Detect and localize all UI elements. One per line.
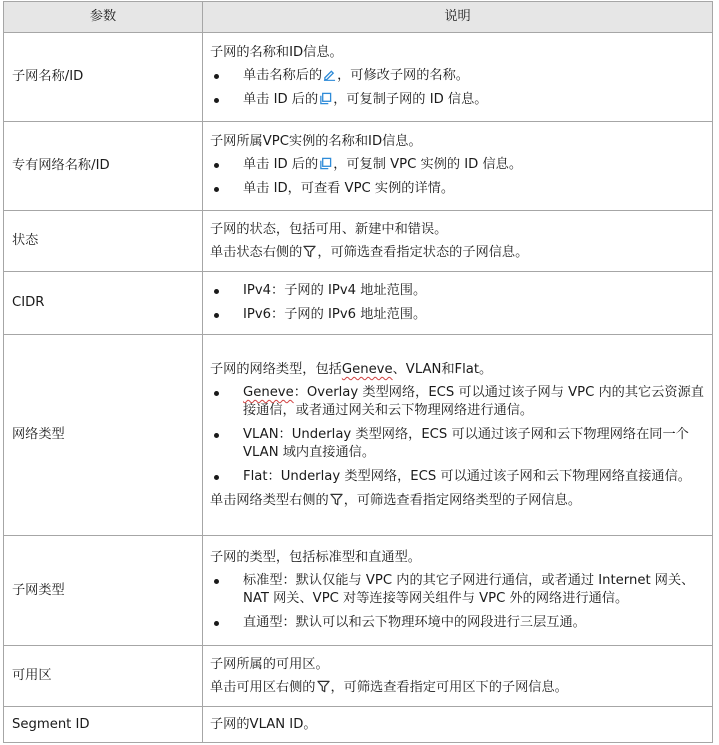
copy-icon[interactable] (319, 157, 332, 170)
desc-intro: 子网的状态，包括可用、新建中和错误。 (210, 222, 448, 237)
desc-filter: 单击状态右侧的 ，可筛选查看指定状态的子网信息。 (210, 245, 529, 260)
table-row (4, 536, 713, 646)
bullet-item: 标准型：默认仅能与 VPC 内的其它子网进行通信，或者通过 Internet 网关、NAT 网关、VPC 对等连接等网关组件与 VPC 外的网络进行通信。 (210, 572, 706, 608)
desc-intro: 子网所属VPC实例的名称和ID信息。 (210, 134, 422, 149)
header-row (4, 2, 713, 33)
bullet-item: 单击 ID 后的 ，可复制 VPC 实例的 ID 信息。 (210, 156, 706, 174)
bullet-item: IPv4：子网的 IPv4 地址范围。 (210, 282, 706, 300)
filter-icon[interactable] (303, 245, 316, 258)
param-desc (203, 707, 713, 743)
param-name: 可用区 (4, 646, 203, 707)
parameter-table (3, 1, 713, 743)
param-name: Segment ID (4, 707, 203, 743)
table-row (4, 335, 713, 536)
param-desc (203, 536, 713, 646)
table-row (4, 33, 713, 122)
filter-icon[interactable] (317, 680, 330, 693)
desc-intro: 子网的类型，包括标准型和直通型。 (210, 549, 421, 565)
param-desc (203, 335, 713, 536)
bullet-item: IPv6：子网的 IPv6 地址范围。 (210, 306, 706, 324)
table-row (4, 122, 713, 211)
param-name: CIDR (4, 272, 203, 335)
param-name: 状态 (4, 211, 203, 272)
param-desc (203, 646, 713, 707)
table-row (4, 646, 713, 707)
edit-icon[interactable] (323, 68, 336, 81)
desc-filter: 单击网络类型右侧的 ，可筛选查看指定网络类型的子网信息。 (210, 493, 582, 508)
bullet-item: 单击名称后的 ，可修改子网的名称。 (210, 67, 706, 85)
bullet-item: Geneve：Overlay 类型网络，ECS 可以通过该子网与 VPC 内的其它云资源直接通信，或者通过网关和云下物理网络进行通信。 (210, 384, 706, 420)
param-name: 子网名称/ID (4, 33, 203, 122)
desc-intro: 子网的名称和ID信息。 (210, 45, 343, 60)
param-name: 网络类型 (4, 335, 203, 536)
filter-icon[interactable] (330, 493, 343, 506)
copy-icon[interactable] (319, 92, 332, 105)
table-row (4, 707, 713, 743)
param-desc (203, 272, 713, 335)
header-param: 参数 (4, 2, 203, 33)
desc-intro: 子网的VLAN ID。 (210, 717, 317, 732)
param-desc (203, 211, 713, 272)
param-desc (203, 122, 713, 211)
param-name: 子网类型 (4, 536, 203, 646)
bullet-item: 单击 ID 后的 ，可复制子网的 ID 信息。 (210, 91, 706, 109)
desc-intro: 子网的网络类型，包括Geneve、VLAN和Flat。 (210, 362, 493, 377)
bullet-item: 单击 ID，可查看 VPC 实例的详情。 (210, 180, 706, 198)
header-desc: 说明 (203, 2, 713, 33)
desc-filter: 单击可用区右侧的 ，可筛选查看指定可用区下的子网信息。 (210, 680, 568, 695)
bullet-item: 直通型：默认可以和云下物理环境中的网段进行三层互通。 (210, 614, 706, 632)
bullet-item: Flat：Underlay 类型网络，ECS 可以通过该子网和云下物理网络直接通信。 (210, 468, 706, 486)
param-desc (203, 33, 713, 122)
bullet-item: VLAN：Underlay 类型网络，ECS 可以通过该子网和云下物理网络在同一个 VLAN 域内直接通信。 (210, 426, 706, 462)
param-name: 专有网络名称/ID (4, 122, 203, 211)
table-row (4, 272, 713, 335)
desc-intro: 子网所属的可用区。 (210, 657, 329, 672)
table-row (4, 211, 713, 272)
